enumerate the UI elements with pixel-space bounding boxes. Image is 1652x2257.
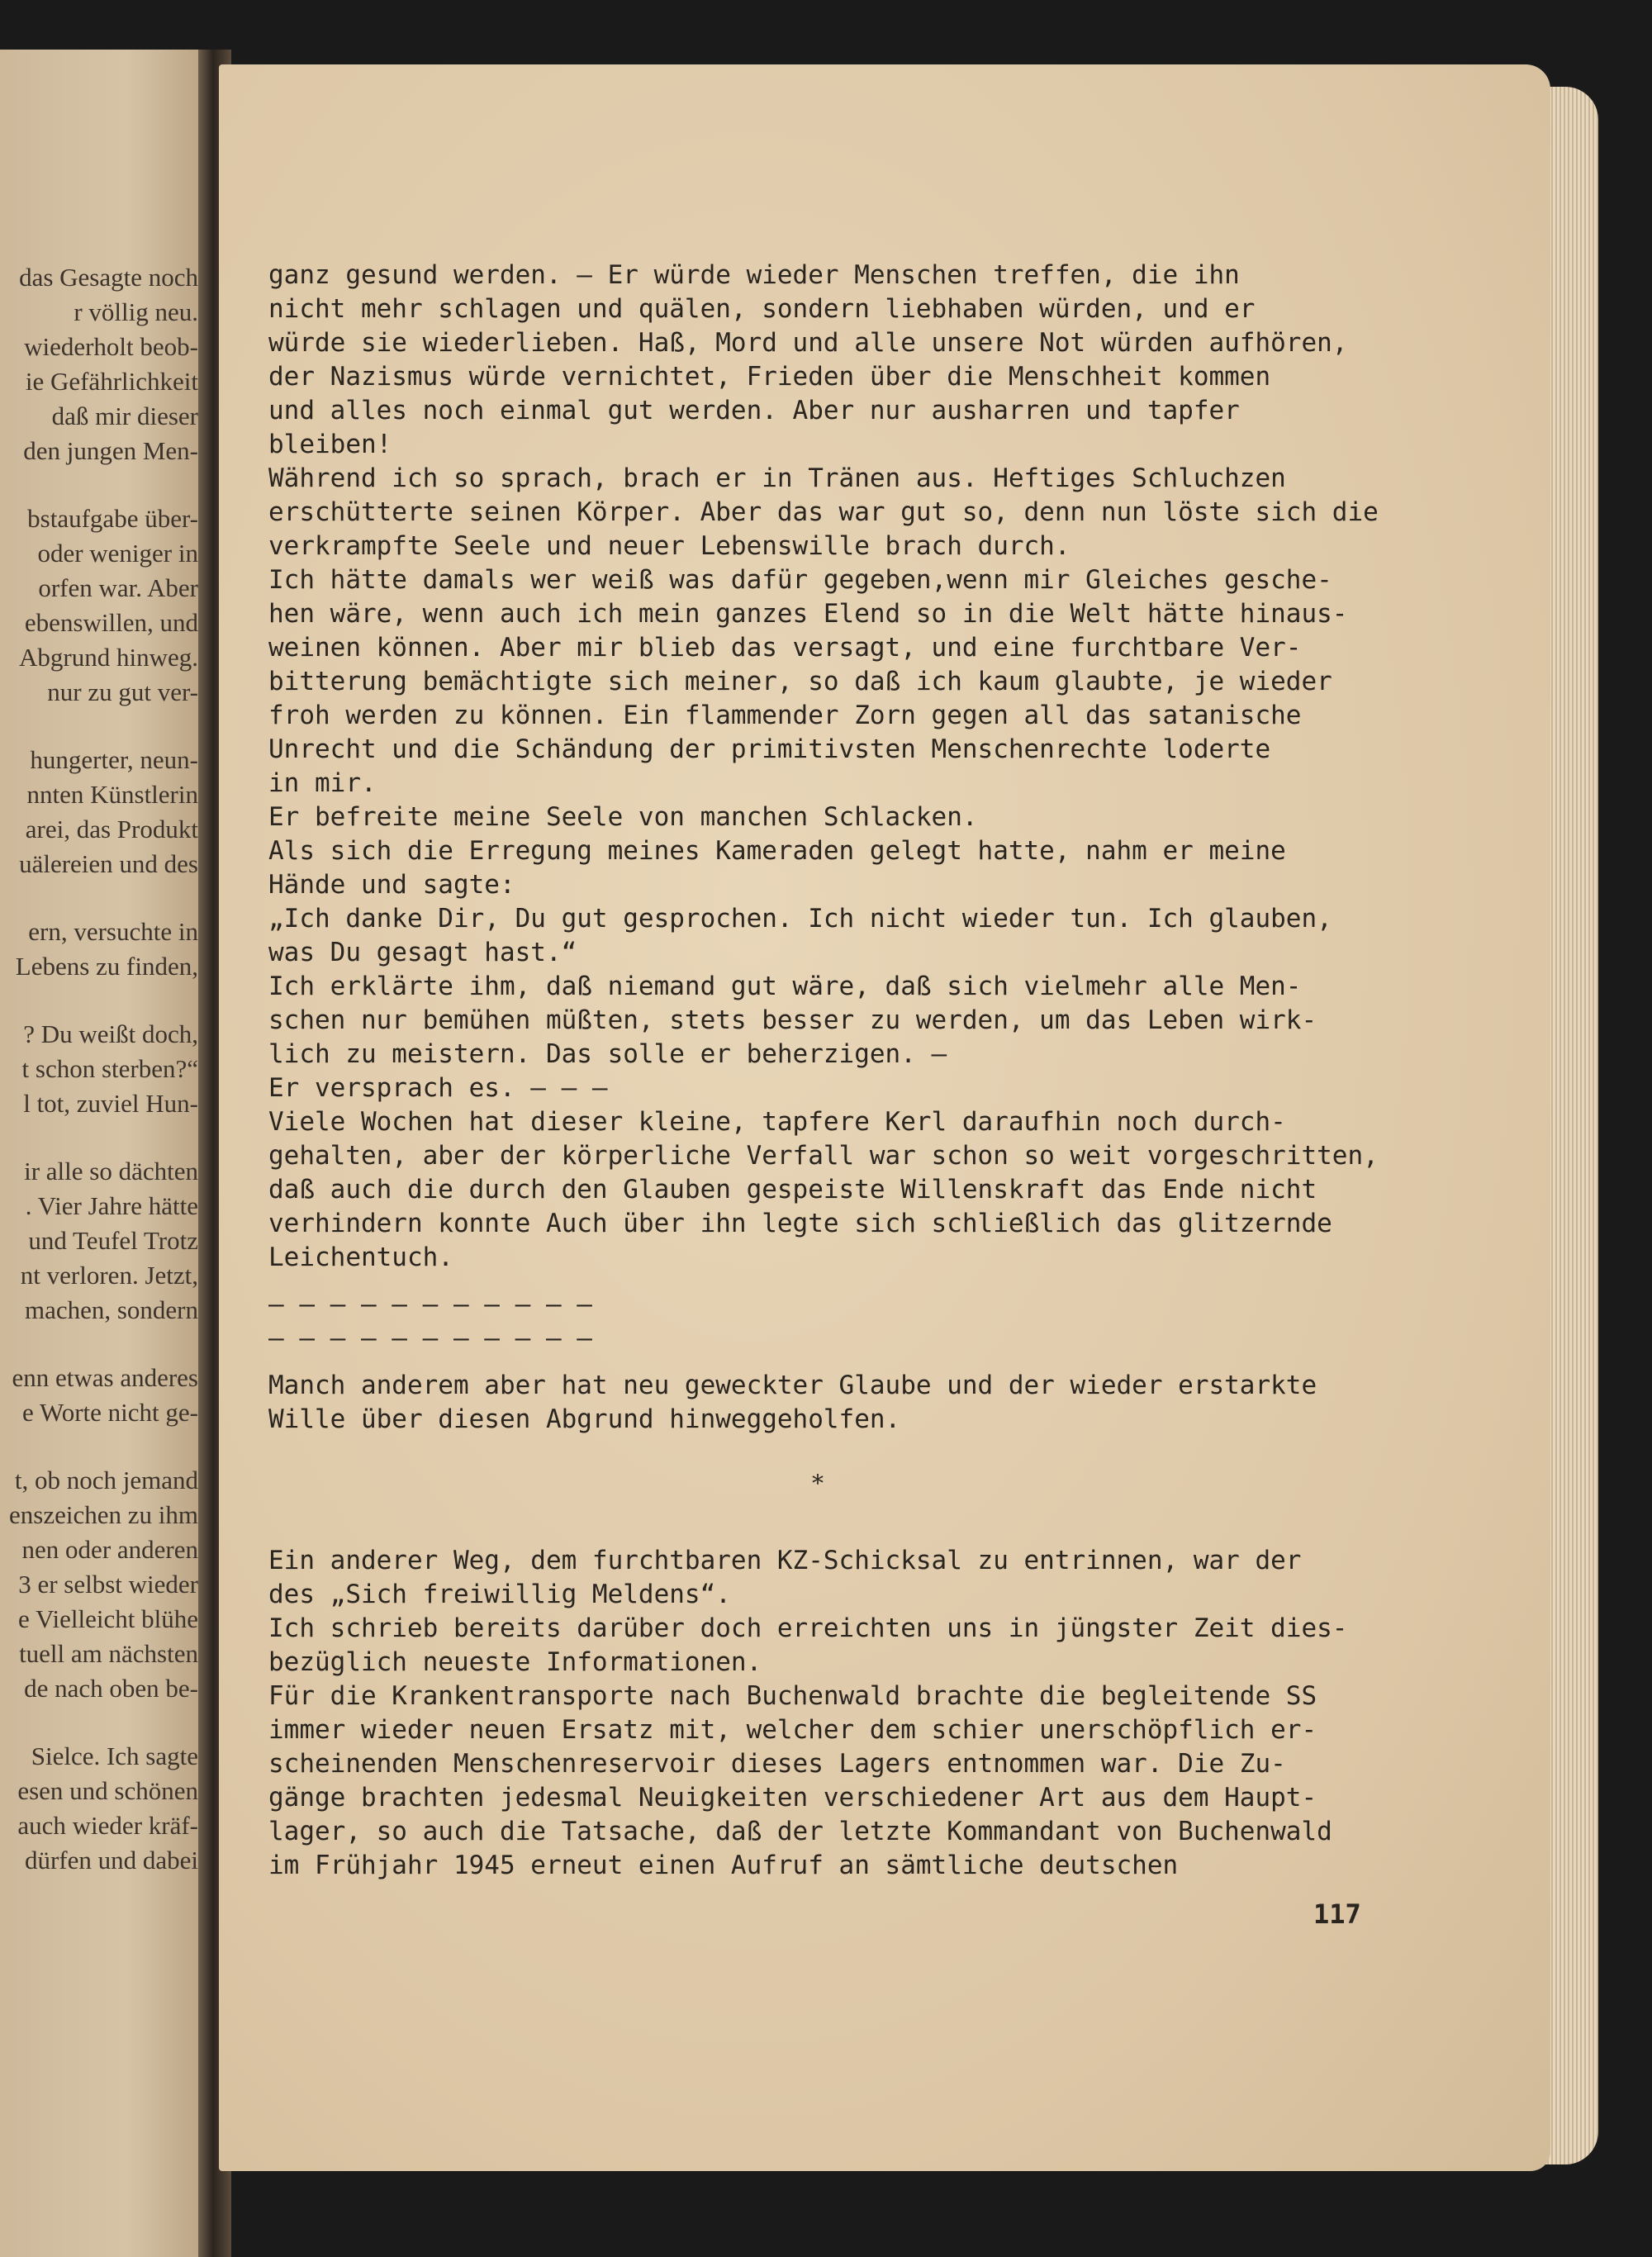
left-page-text <box>0 260 198 1878</box>
left-page-line: enszeichen zu ihm <box>9 1500 198 1529</box>
text-line: im Frühjahr 1945 erneut einen Aufruf an sämtliche deutschen <box>268 1851 1179 1880</box>
text-line: was Du gesagt hast.“ <box>268 938 577 967</box>
left-page-line: Abgrund hinweg. <box>19 643 198 672</box>
left-page-line: bstaufgabe über- <box>27 504 198 533</box>
left-page-line: uälereien und des <box>19 849 198 878</box>
left-page-line: e Worte nicht ge- <box>22 1398 198 1427</box>
text-line: ganz gesund werden. — Er würde wieder Menschen treffen, die ihn <box>268 260 1240 290</box>
left-page-line: t schon sterben?“ <box>21 1054 198 1083</box>
text-line: Ich schrieb bereits darüber doch erreichten uns in jüngster Zeit dies- <box>268 1613 1348 1643</box>
page-number: 117 <box>1313 1898 1361 1930</box>
text-line: hen wäre, wenn auch ich mein ganzes Elend so in die Welt hätte hinaus- <box>268 599 1348 629</box>
paragraph <box>268 834 1367 902</box>
text-line: lich zu meistern. Das solle er beherzigen. — <box>268 1039 947 1069</box>
text-line: Während ich so sprach, brach er in Tränen aus. Heftiges Schluchzen <box>268 463 1286 493</box>
text-line: und alles noch einmal gut werden. Aber nur ausharren und tapfer <box>268 396 1240 425</box>
text-line: gehalten, aber der körperliche Verfall war schon so weit vorgeschritten, <box>268 1141 1379 1171</box>
text-line: Unrecht und die Schändung der primitivsten Menschenrechte loderte <box>268 734 1271 764</box>
left-page-line: r völlig neu. <box>74 297 198 326</box>
text-line: in mir. <box>268 768 377 798</box>
text-line: nicht mehr schlagen und quälen, sondern liebhaben würden, und er <box>268 294 1256 324</box>
text-line: verhindern konnte Auch über ihn legte sich schließlich das glitzernde <box>268 1209 1332 1238</box>
text-line: Wille über diesen Abgrund hinweggeholfen. <box>268 1404 901 1434</box>
left-page-line: enn etwas anderes <box>12 1363 198 1392</box>
left-page-line: machen, sondern <box>24 1295 198 1324</box>
text-line: Viele Wochen hat dieser kleine, tapfere Kerl daraufhin noch durch- <box>268 1107 1286 1137</box>
left-page <box>0 50 211 2257</box>
left-page-line: nur zu gut ver- <box>47 677 198 706</box>
text-line: Hände und sagte: <box>268 870 515 900</box>
left-page-line: den jungen Men- <box>23 436 198 465</box>
left-page-line: dürfen und dabei <box>24 1846 198 1874</box>
paragraph <box>268 902 1367 970</box>
text-line: Als sich die Erregung meines Kameraden gelegt hatte, nahm er meine <box>268 836 1286 866</box>
left-page-line: Lebens zu finden, <box>15 952 198 981</box>
left-page-line: . Vier Jahre hätte <box>25 1191 198 1220</box>
left-page-line: e Vielleicht blühe <box>18 1604 198 1633</box>
left-page-line: nen oder anderen <box>21 1535 198 1564</box>
left-page-line: oder weniger in <box>37 539 198 568</box>
paragraph <box>268 1680 1367 1883</box>
paragraph <box>268 801 1367 834</box>
text-line: froh werden zu können. Ein flammender Zorn gegen all das satanische <box>268 701 1302 730</box>
text-line: der Nazismus würde vernichtet, Frieden über die Menschheit kommen <box>268 362 1271 392</box>
left-page-line: daß mir dieser <box>51 402 198 430</box>
left-page-line: ? Du weißt doch, <box>23 1019 198 1048</box>
left-page-line: 3 er selbst wieder <box>18 1570 198 1599</box>
left-page-line: arei, das Produkt <box>25 815 198 843</box>
text-line: daß auch die durch den Glauben gespeiste Willenskraft das Ende nicht <box>268 1175 1317 1205</box>
paragraph <box>268 1105 1379 1275</box>
text-line: scheinenden Menschenreservoir dieses Lagers entnommen war. Die Zu- <box>268 1749 1286 1779</box>
text-line: Ich erklärte ihm, daß niemand gut wäre, daß sich vielmehr alle Men- <box>268 972 1302 1001</box>
paragraph <box>268 1544 1367 1612</box>
dash-separator <box>268 1288 1367 1356</box>
text-line: Er versprach es. — — — <box>268 1073 608 1103</box>
paragraph <box>268 970 1367 1071</box>
left-page-line: hungerter, neun- <box>30 745 198 774</box>
text-line: bitterung bemächtigte sich meiner, so daß ich kaum glaubte, je wieder <box>268 667 1332 696</box>
main-page <box>219 64 1550 2171</box>
text-line: des „Sich freiwillig Meldens“. <box>268 1580 731 1609</box>
text-line: weinen können. Aber mir blieb das versagt, und eine furchtbare Ver- <box>268 633 1302 663</box>
left-page-line: ir alle so dächten <box>24 1157 198 1186</box>
paragraph <box>268 1369 1367 1437</box>
text-line: — — — — — — — — — — — <box>268 1290 592 1319</box>
left-page-line: wiederholt beob- <box>24 332 198 361</box>
left-page-line: t, ob noch jemand <box>14 1466 198 1494</box>
text-line: schen nur bemühen müßten, stets besser zu werden, um das Leben wirk- <box>268 1005 1317 1035</box>
text-line: Er befreite meine Seele von manchen Schlacken. <box>268 802 978 832</box>
paragraph <box>268 1612 1367 1680</box>
text-line: Für die Krankentransporte nach Buchenwald brachte die begleitende SS <box>268 1681 1317 1711</box>
paragraph <box>268 1071 1367 1105</box>
section-mark: * <box>812 1470 824 1497</box>
text-line: Ein anderer Weg, dem furchtbaren KZ-Schicksal zu entrinnen, war der <box>268 1546 1302 1575</box>
left-page-line: auch wieder kräf- <box>17 1811 198 1840</box>
left-page-line: nt verloren. Jetzt, <box>20 1261 198 1290</box>
left-page-line: orfen war. Aber <box>38 573 198 602</box>
left-page-line: Sielce. Ich sagte <box>31 1741 198 1770</box>
text-line: Manch anderem aber hat neu geweckter Glaube und der wieder erstarkte <box>268 1371 1317 1400</box>
text-line: — — — — — — — — — — — <box>268 1323 592 1353</box>
text-line: Leichentuch. <box>268 1243 453 1272</box>
text-line: „Ich danke Dir, Du gut gesprochen. Ich nicht wieder tun. Ich glauben, <box>268 904 1332 934</box>
left-page-line: das Gesagte noch <box>19 263 198 292</box>
text-line: lager, so auch die Tatsache, daß der letzte Kommandant von Buchenwald <box>268 1817 1332 1846</box>
paragraph <box>268 462 1379 563</box>
left-page-line: und Teufel Trotz <box>28 1226 198 1255</box>
left-page-line: ie Gefährlichkeit <box>25 367 198 396</box>
left-page-line: esen und schönen <box>17 1776 198 1805</box>
left-page-line: de nach oben be- <box>24 1674 198 1703</box>
text-line: immer wieder neuen Ersatz mit, welcher dem schier unerschöpflich er- <box>268 1715 1317 1745</box>
page-text <box>268 259 1379 1883</box>
text-line: gänge brachten jedesmal Neuigkeiten verschiedener Art aus dem Haupt- <box>268 1783 1317 1813</box>
left-page-line: l tot, zuviel Hun- <box>23 1089 198 1118</box>
left-page-line: nnten Künstlerin <box>26 780 198 809</box>
text-line: bezüglich neueste Informationen. <box>268 1647 762 1677</box>
text-line: würde sie wiederlieben. Haß, Mord und alle unsere Not würden aufhören, <box>268 328 1348 358</box>
left-page-line: tuell am nächsten <box>19 1639 198 1668</box>
text-line: verkrampfte Seele und neuer Lebenswille brach durch. <box>268 531 1070 561</box>
text-line: Ich hätte damals wer weiß was dafür gegeben,wenn mir Gleiches gesche- <box>268 565 1332 595</box>
left-page-line: ern, versuchte in <box>28 917 198 946</box>
paragraph <box>268 259 1367 462</box>
left-page-line: ebenswillen, und <box>24 608 198 637</box>
text-line: bleiben! <box>268 430 392 459</box>
text-line: erschütterte seinen Körper. Aber das war gut so, denn nun löste sich die <box>268 497 1379 527</box>
paragraph <box>268 563 1367 801</box>
